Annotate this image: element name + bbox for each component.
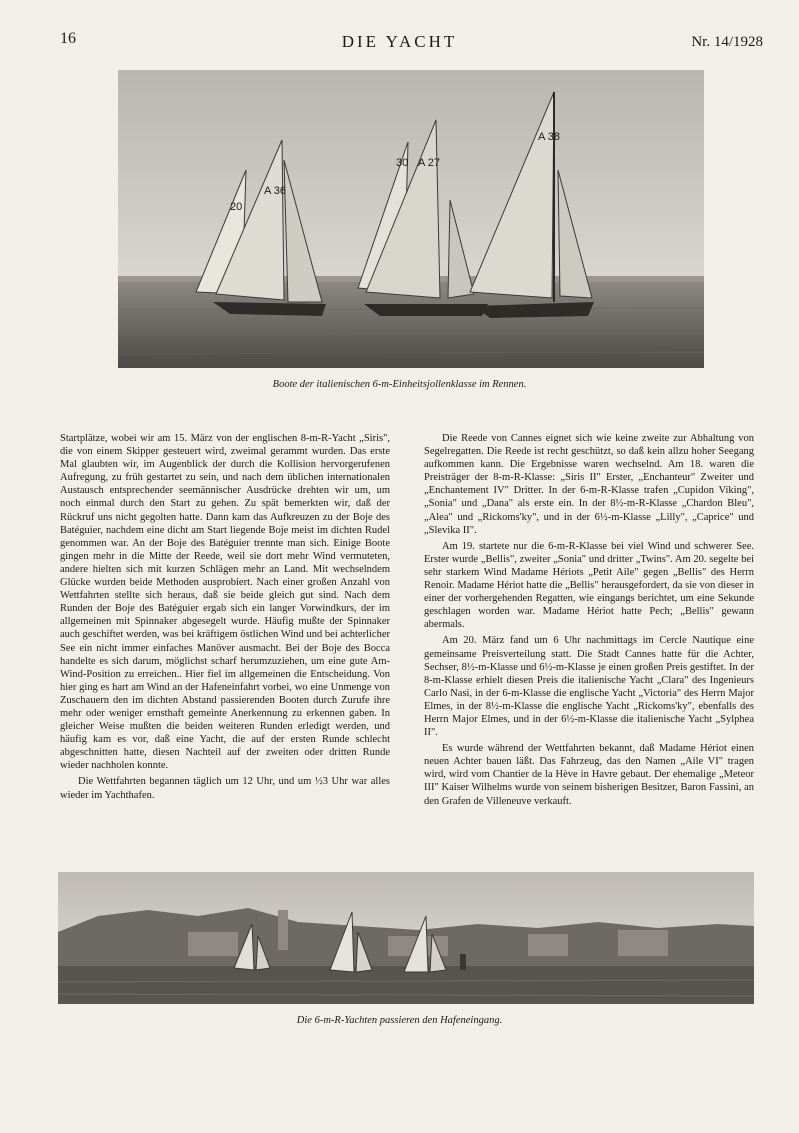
sail-number-5: A 38 [538,131,561,143]
sail-number-4: A 27 [418,157,441,169]
paragraph: Die Reede von Cannes eignet sich wie keine zweite zur Abhaltung von Segelregatten. Die Reede ist recht geschützt, so daß kein allzu hoher Seegang aufkommen kann. Die Ergebnisse waren wechselnd. Am 18. waren die Preisträger der 8-m-R-Klasse: „Siris II" Erster, „Enchanteur" Zweiter und „Enchantement IV" Dritter. In der 6-m-R-Klasse trafen „Cupidon Viking", „Sonia" und „Dana" als erste ein. In der 8½-m-R-Klasse „Chardon Bleu", „Alea" und „Rickoms'ky", und in der 6½-m-Klasse „Lilly", „Caprice" und „Slevika II". [424,433,754,536]
article-column-right [424,432,754,808]
photo-harbour-entrance [58,872,754,1004]
photo-racing-dinghies [118,70,704,368]
sail-number-1: 20 [230,201,243,213]
issue-number: Nr. 14/1928 [691,34,763,50]
sail-number-3: 30 [396,157,409,169]
photo-racing-dinghies-image [118,70,704,368]
page-number: 16 [60,30,76,47]
article-column-left [60,432,390,802]
magazine-title: DIE YACHT [341,32,458,51]
sail-number-2: A 36 [264,185,287,197]
paragraph: Am 20. März fand um 6 Uhr nachmittags im Cercle Nautique eine gemeinsame Preisverteilung statt. Die Stadt Cannes hatte für die Achter, Sechser, 8½-m-Klasse und 6½-m-Klasse je einen großen Preis gestiftet. In der 8-m-Klasse erhielt diesen Preis die italienische Yacht „Clara" des Ingenieurs Carlo Nasi, in der 6-m-Klasse die englische Yacht „Victoria" des Herrn Major Elmes, in der 8½-m-Klasse die englische Yacht „Rickoms'ky", ebenfalls des Herrn Major Elmes, und in der 6½-m-Klasse die italienische Yacht „Sylphea II". [424,635,754,739]
paragraph: Die Wettfahrten begannen täglich um 12 Uhr, und um ½3 Uhr war alles wieder im Yachthafen. [60,776,390,801]
photo-caption-2: Die 6-m-R-Yachten passieren den Hafeneingang. [296,1015,503,1026]
paragraph: Es wurde während der Wettfahrten bekannt, daß Madame Hériot einen neuen Achter bauen läßt. Das Fahrzeug, das den Namen „Aile VI" tragen wird, wird vom Chantier de la Hève in Havre gebaut. Der ehemalige „Meteor III" Kaiser Wilhelms wurde von seinem bisherigen Besitzer, Baron Fassini, an den Grafen de Villeneuve verkauft. [424,743,754,807]
paragraph: Startplätze, wobei wir am 15. März von der englischen 8-m-R-Yacht „Siris", die von einem Skipper gesteuert wird, zweimal gerammt wurden. Das erste Mal glaubten wir, im Augenblick der durch die Kollision hervorgerufenen Aufregung, zu früh gestartet zu sein, und nach dem üblichen internationalen Austausch entsprechender seemännischer Ausdrücke drehten wir um, um noch einmal durch den Start zu gehen. Zu spät bemerkten wir, daß der Rückruf uns nicht gegolten hatte. Dann kam das Aufkreuzen zu der Boje des Batéguier, nachdem eine dicht am Start liegende Boje meist im dichten Rudel genommen war. An der Boje des Batéguier trennte man sich. Einige Boote gingen mehr in die Mitte der Reede, weil sie dort mehr Wind vermuteten, andere hielten sich mit kurzen Schlägen mehr an Land. Mit wechselndem Glücke wurden beide Methoden ausprobiert. Nach einer großen Anzahl von Wettfahrten stellte sich heraus, daß sie beide gleich gut sind. Nach dem Runden der Boje des Batéguier ergab sich ein langer Vorwindkurs, der im allgemeinen mit Spinnaker abgesegelt wurde. Häufig mußte der Spinnaker auch geschiftet werden, was bei kräftigem östlichen Wind und bei achterlicher See ein nicht immer einfaches Manöver ausmacht. Bei der Boje des Bocca handelte es sich darum, möglichst scharf herumzuziehen, um eine gute Am-Wind-Position zu erreichen.. Hier fiel im allgemeinen die Entscheidung. Von hier ging es hart am Wind an der Hafeneinfahrt vorbei, wo eine Unmenge von Zuschauern den im dichten Abstand passierenden Booten durch Zurufe ihre mehr oder weniger ernsthaft gemeinte Anerkennung zu erkennen gaben. In gleicher Weise mußten die beiden weiteren Runden erledigt werden, und häufig kam es vor, daß eine Yacht, die auf der ersten Runde schlecht abgeschnitten hatte, diesen Nachteil auf der zweiten oder dritten Runde wieder nachholen konnte. [60,433,390,772]
photo-caption-1: Boote der italienischen 6-m-Einheitsjollenklasse im Rennen. [272,379,527,390]
paragraph: Am 19. startete nur die 6-m-R-Klasse bei viel Wind und schwerer See. Erster wurde „Bellis", zweiter „Sonia" und dritter „Twins". Am 20. segelte bei sehr starkem Wind Madame Hériots „Petit Aile" gegen „Bellis" des Herrn Renoir. Madame Hériot hatte die „Bellis" herausgefordert, da sie von dieser in einer der vorhergehenden Regatten, wie eingangs berichtet, um eine Sekunde geschlagen worden war. Madame Hériot hatte Pech; „Bellis" gewann abermals. [424,540,754,631]
photo-harbour-entrance-image [58,872,754,1004]
